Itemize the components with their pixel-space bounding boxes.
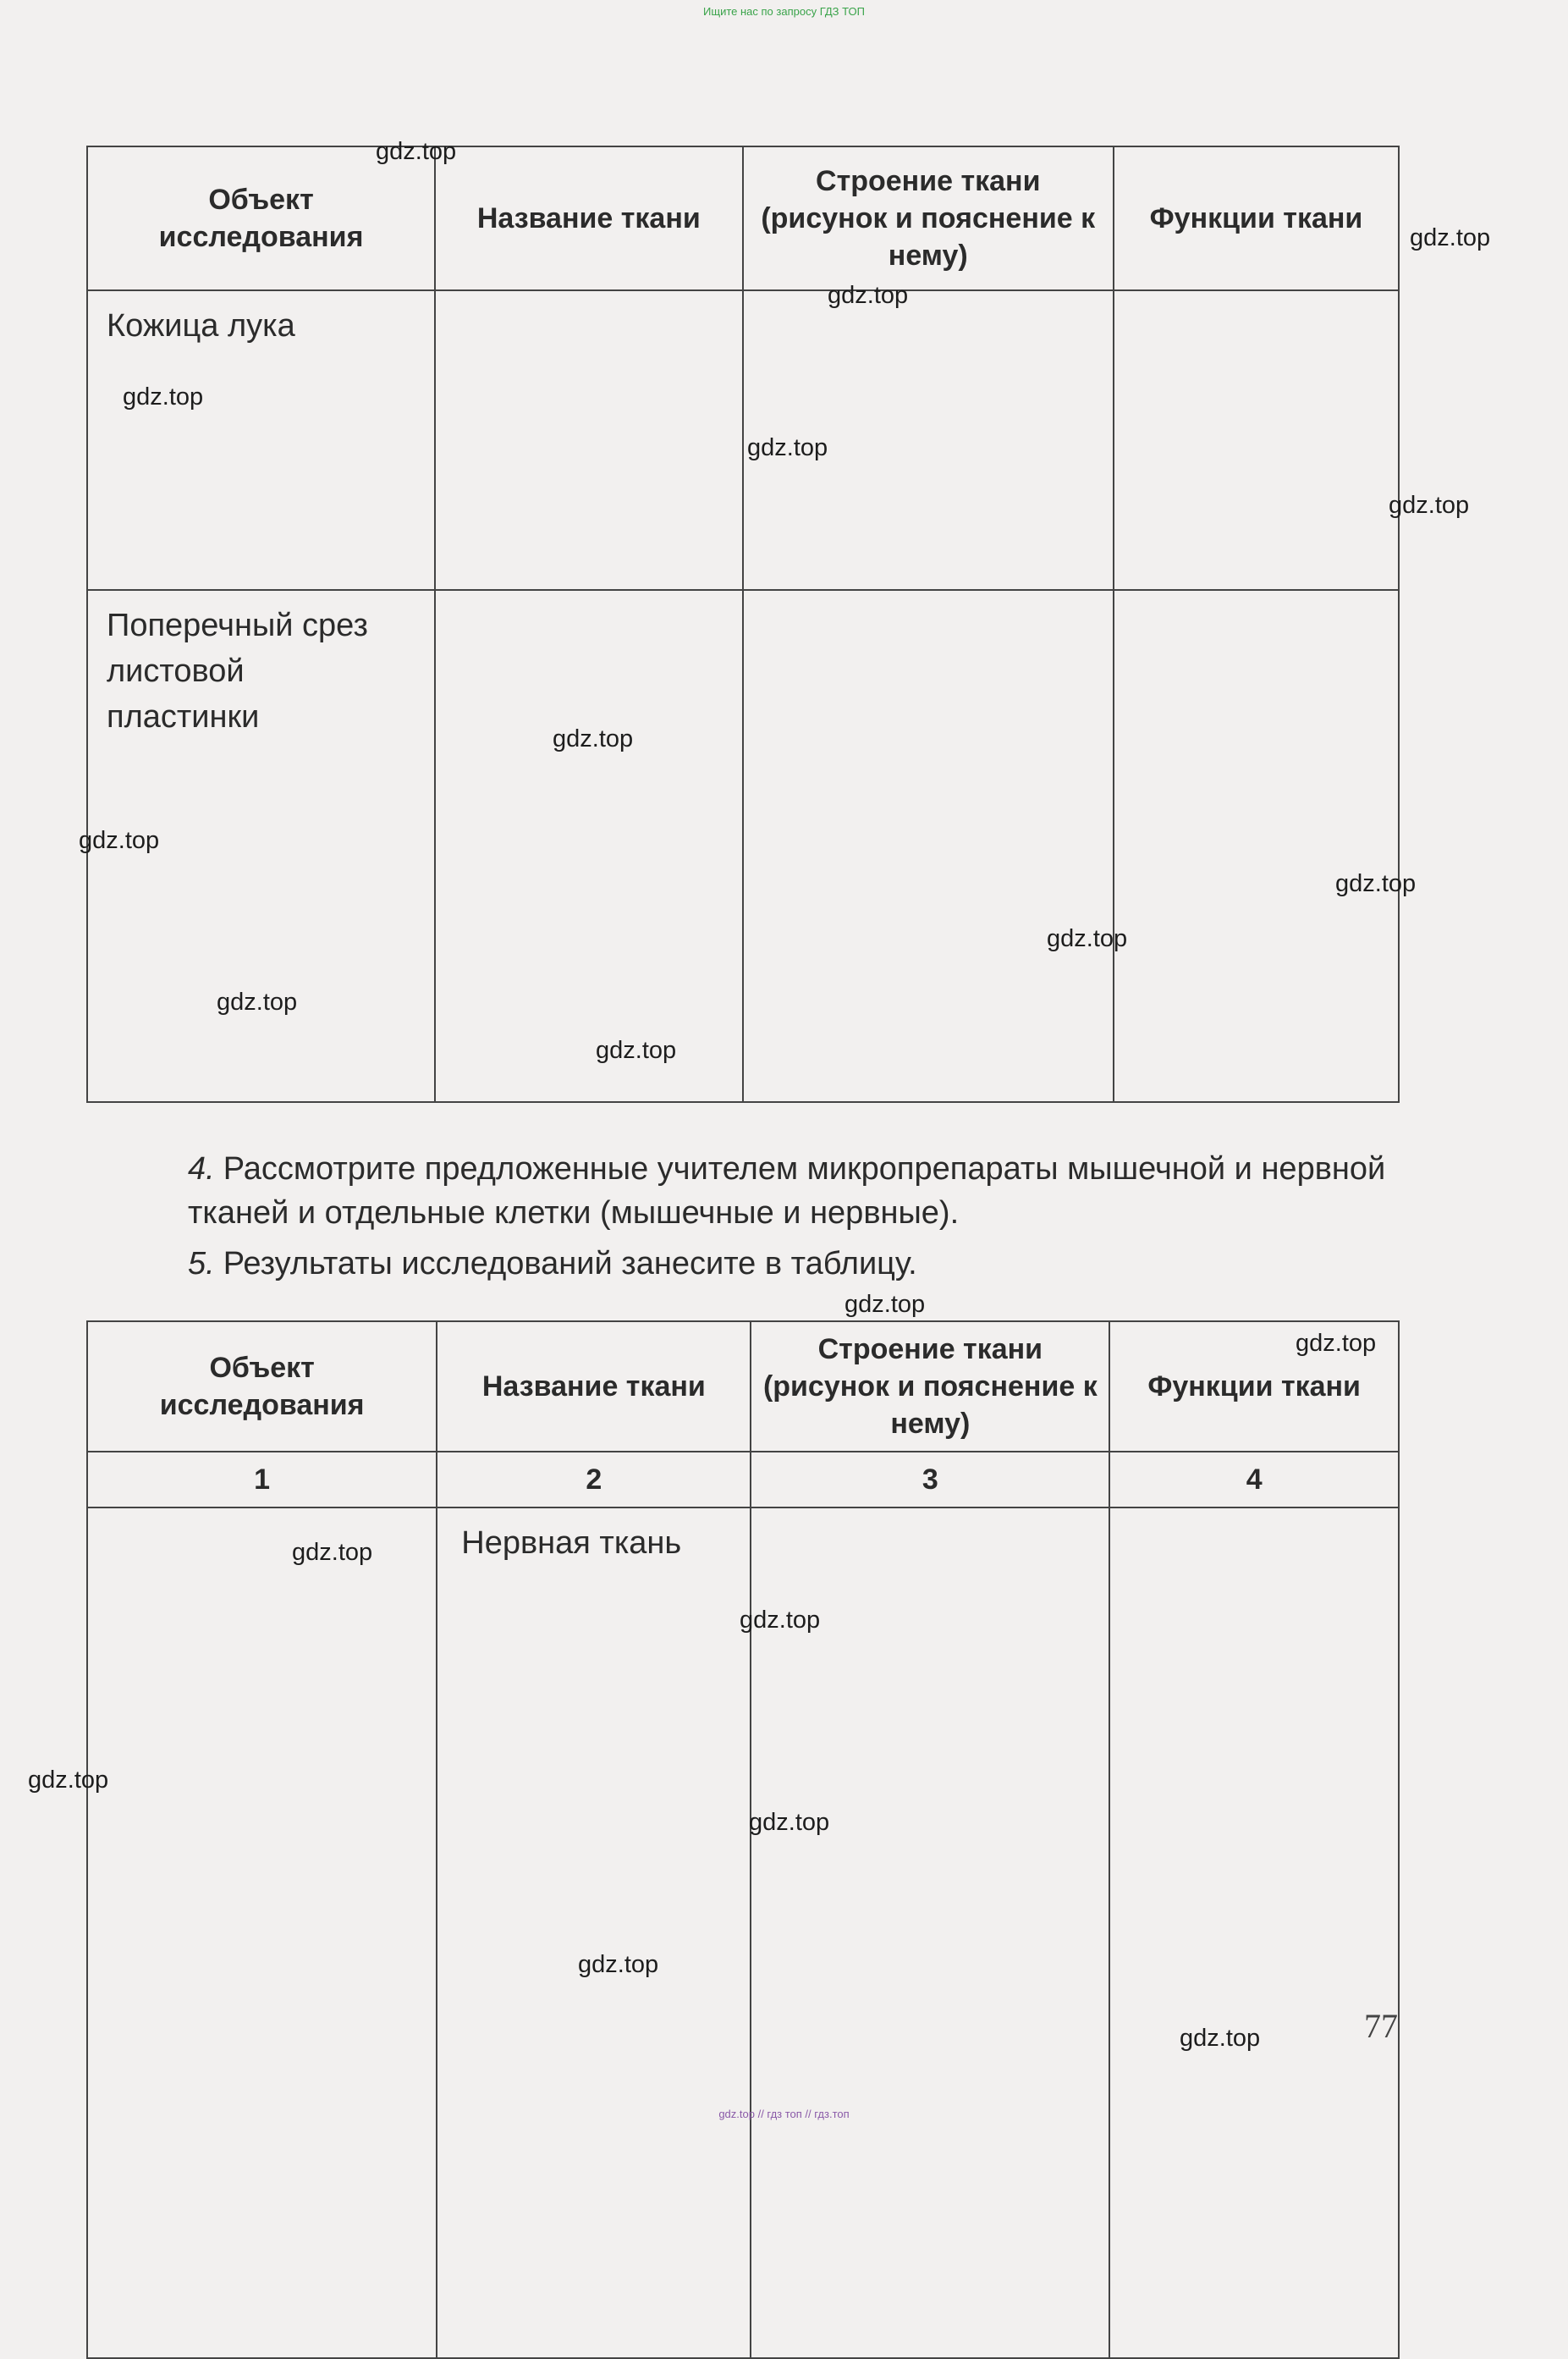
t1-header-name: Название ткани (435, 146, 742, 290)
watermark: gdz.top (749, 1809, 830, 1836)
top-banner: Ищите нас по запросу ГДЗ ТОП (703, 5, 865, 18)
watermark: gdz.top (376, 138, 457, 165)
task-number: 5. (188, 1246, 215, 1281)
t2-cell[interactable] (1109, 1507, 1399, 2358)
watermark: gdz.top (596, 1037, 677, 1064)
t2-col-number: 2 (437, 1452, 751, 1507)
watermark: gdz.top (79, 827, 160, 854)
t1-row-object: Кожица лука (87, 290, 435, 590)
page-number: 77 (1364, 2007, 1398, 2045)
watermark: gdz.top (845, 1291, 926, 1318)
task-number: 4. (188, 1151, 215, 1187)
t2-header-name: Название ткани (437, 1321, 751, 1452)
t2-col-number: 1 (87, 1452, 437, 1507)
task-item (188, 1147, 1406, 1235)
watermark: gdz.top (1389, 492, 1470, 519)
t2-col-number: 4 (1109, 1452, 1399, 1507)
t1-cell[interactable] (435, 290, 742, 590)
t2-header-function: Функции ткани (1109, 1321, 1399, 1452)
table-tissues-1 (86, 146, 1400, 1103)
t1-header-object: Объект исследования (87, 146, 435, 290)
t2-header-object: Объект исследования (87, 1321, 437, 1452)
tasks-list (188, 1147, 1406, 1292)
task-item (188, 1242, 1406, 1286)
task-text: Результаты исследований занесите в таблицу. (223, 1246, 917, 1281)
bottom-banner: gdz.top // гдз топ // гдз.топ (718, 2108, 850, 2120)
t1-row-object: Поперечный срез листовой пластинки (87, 590, 435, 1102)
task-text: Рассмотрите предложенные учителем микропрепараты мышечной и нервной тканей и отдельные клетки (мышечные и нервные). (188, 1151, 1386, 1231)
t1-header-structure: Строение ткани (рисунок и пояснение к нему) (743, 146, 1114, 290)
watermark: gdz.top (1047, 925, 1128, 952)
t1-cell[interactable] (1114, 590, 1399, 1102)
t1-cell[interactable] (435, 590, 742, 1102)
watermark: gdz.top (578, 1951, 659, 1978)
t1-header-function: Функции ткани (1114, 146, 1399, 290)
t2-header-structure: Строение ткани (рисунок и пояснение к нему) (751, 1321, 1109, 1452)
t2-col-number: 3 (751, 1452, 1109, 1507)
t1-cell[interactable] (743, 590, 1114, 1102)
watermark: gdz.top (217, 989, 298, 1016)
watermark: gdz.top (828, 282, 909, 309)
t2-row-tissue: Нервная ткань (437, 1507, 751, 2358)
watermark: gdz.top (1296, 1330, 1377, 1357)
t2-cell[interactable] (751, 1507, 1109, 2358)
watermark: gdz.top (1335, 870, 1417, 897)
watermark: gdz.top (292, 1539, 373, 1566)
watermark: gdz.top (1410, 224, 1491, 251)
watermark: gdz.top (553, 725, 634, 752)
watermark: gdz.top (28, 1766, 109, 1794)
watermark: gdz.top (1180, 2025, 1261, 2052)
watermark: gdz.top (747, 434, 828, 461)
table-tissues-2 (86, 1320, 1400, 2359)
watermark: gdz.top (123, 383, 204, 411)
t2-cell[interactable] (87, 1507, 437, 2358)
t1-cell[interactable] (1114, 290, 1399, 590)
watermark: gdz.top (740, 1607, 821, 1634)
